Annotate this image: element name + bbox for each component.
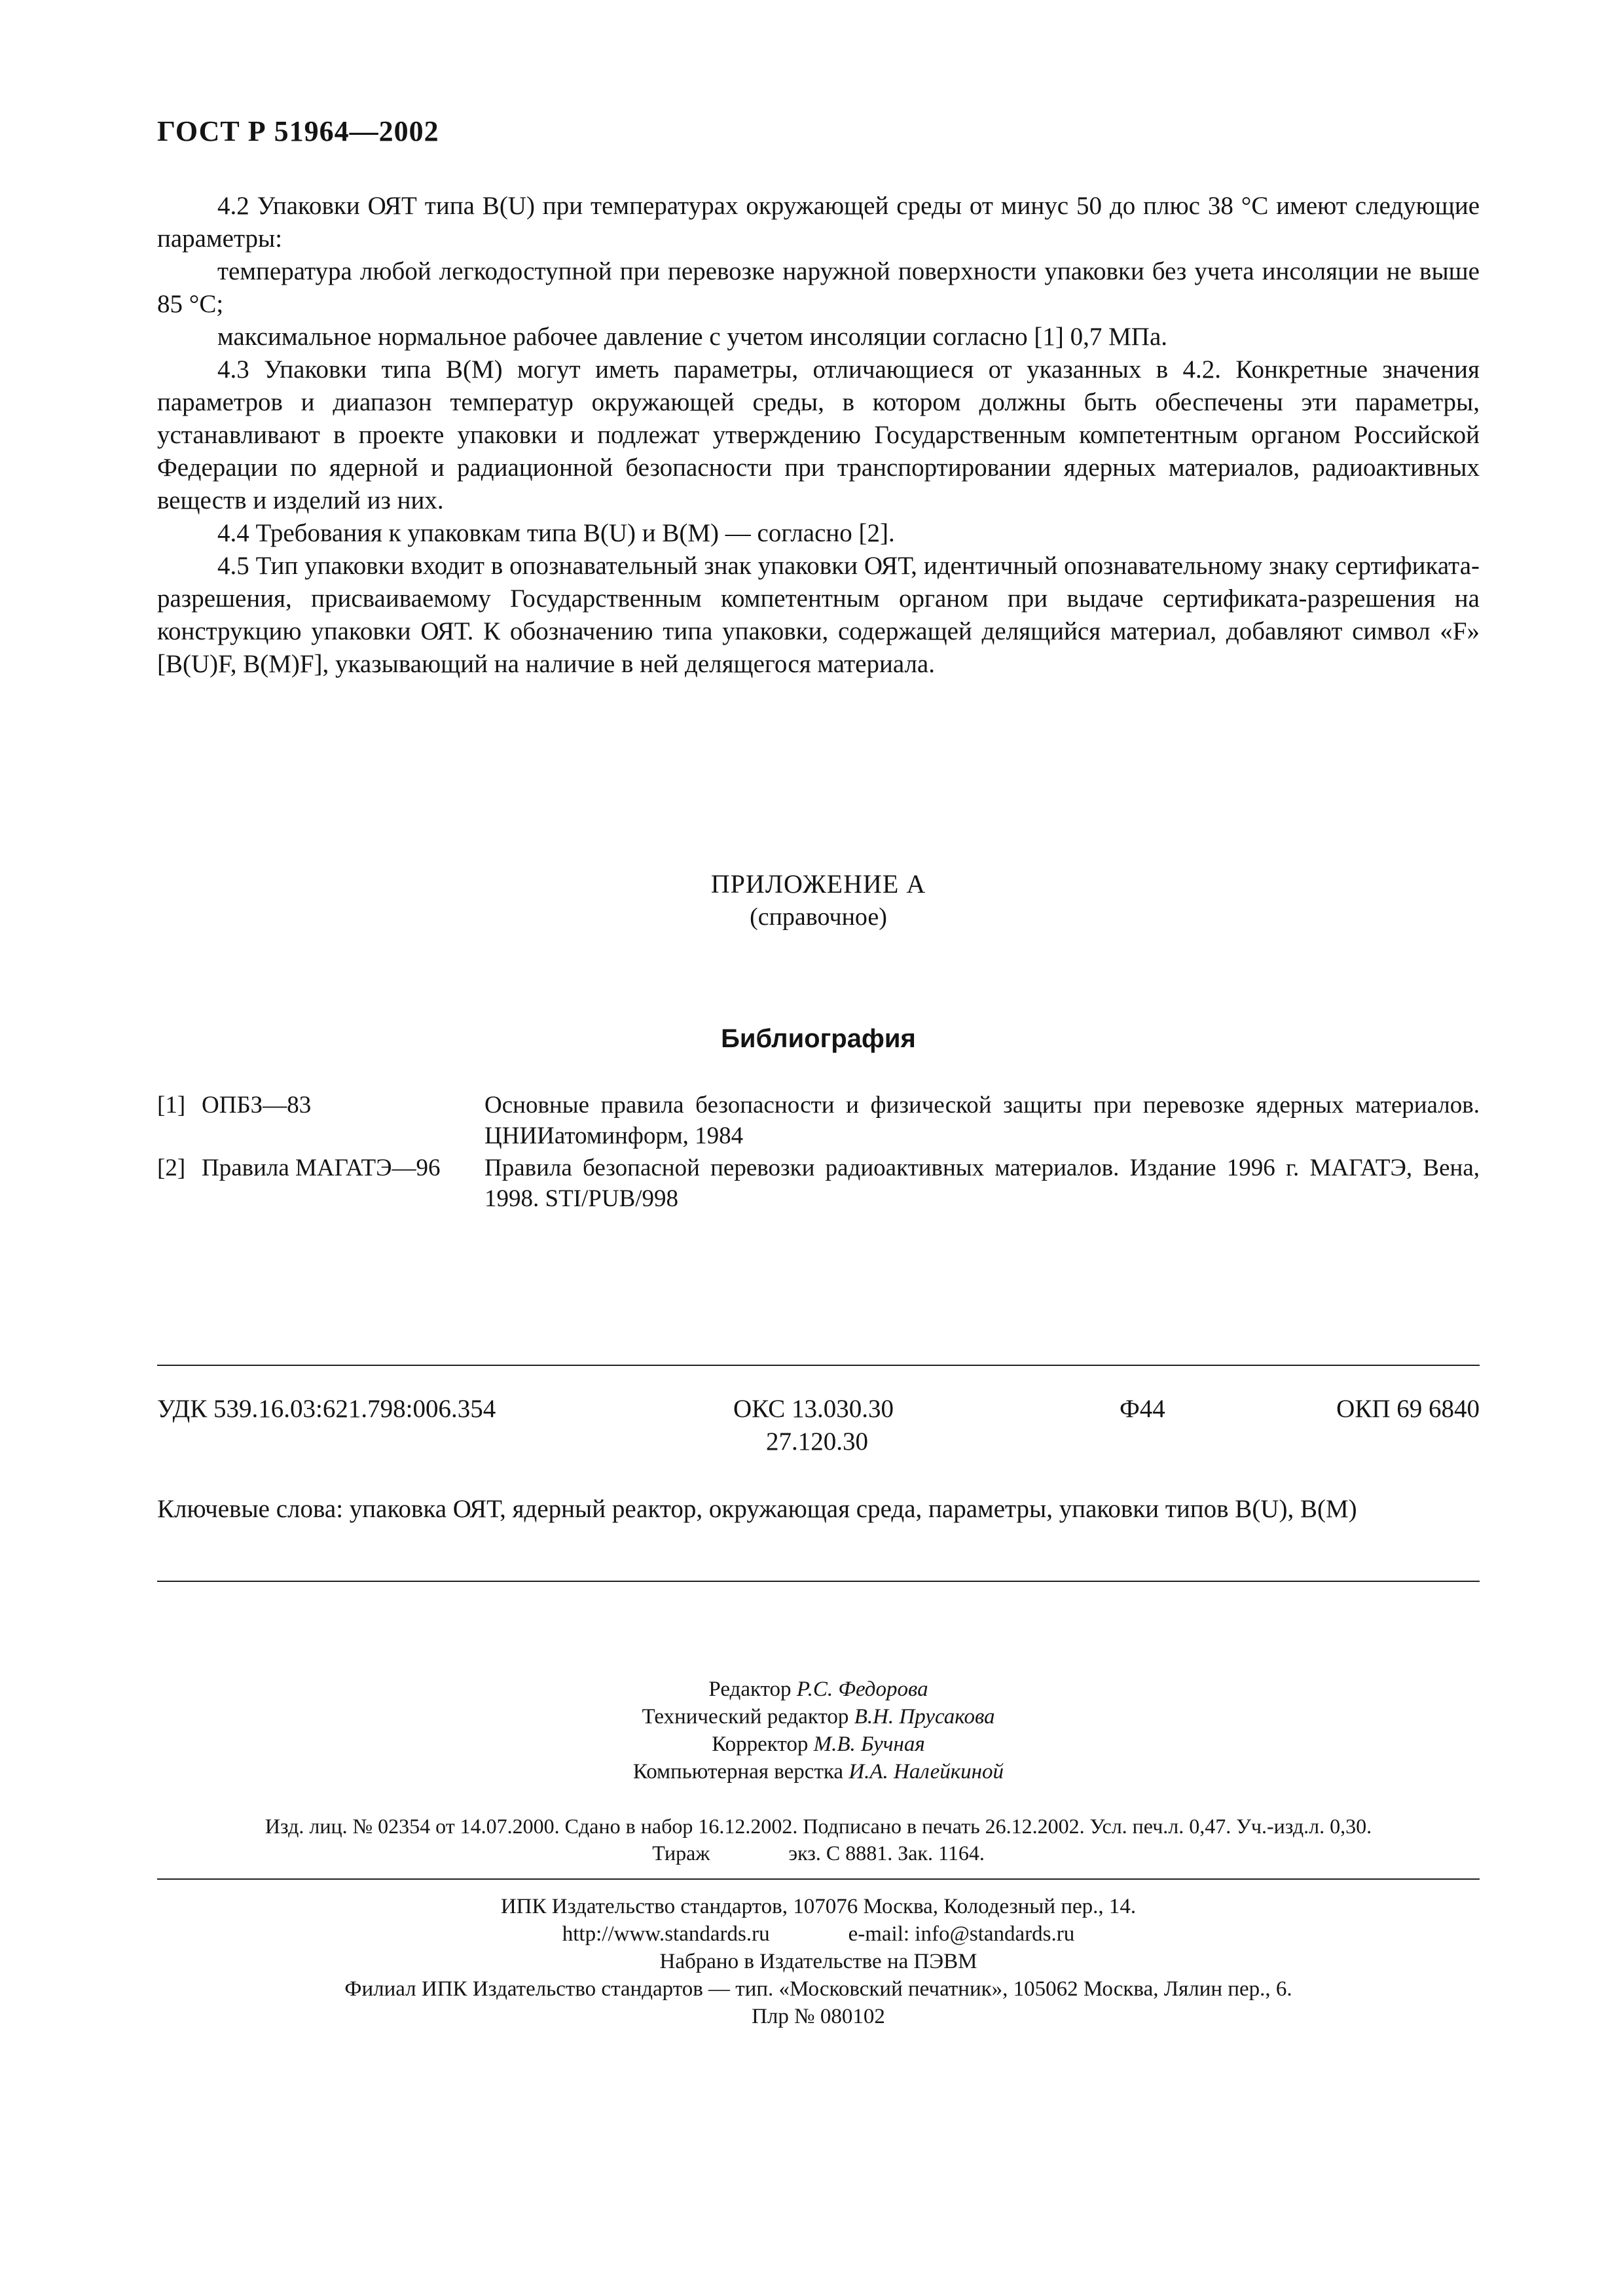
entry-text: Основные правила безопасности и физической защиты при перевозке ядерных материалов. ЦНИИатоминформ, 1984	[484, 1092, 1480, 1149]
publisher-branch: Филиал ИПК Издательство стандартов — тип. «Московский печатник», 105062 Москва, Лялин пер., 6.	[344, 1977, 1292, 2001]
print-info-line: Изд. лиц. № 02354 от 14.07.2000. Сдано в набор 16.12.2002. Подписано в печать 26.12.2002. Усл. печ.л. 0,47. Уч.-изд.л. 0,30.	[264, 1814, 1372, 1838]
appendix-title: ПРИЛОЖЕНИЕ А	[710, 869, 926, 899]
divider-keywords	[157, 1581, 1480, 1582]
publisher-address: ИПК Издательство стандартов, 107076 Москва, Колодезный пер., 14.	[500, 1895, 1137, 1918]
paragraph-temperature: температура любой легкодоступной при перевозке наружной поверхности упаковки без учета инсоляции не выше 85 °С;	[157, 257, 1480, 318]
bibliography-entry	[157, 1153, 1480, 1214]
credits-block	[157, 1676, 1480, 1785]
divider-top	[157, 1365, 1480, 1366]
classification-block	[157, 1393, 1480, 1458]
entry-number: [2]	[157, 1155, 186, 1181]
paragraph-pressure: максимальное нормальное рабочее давление с учетом инсоляции согласно [1] 0,7 МПа.	[217, 323, 1168, 351]
appendix-subtitle: (справочное)	[750, 903, 887, 931]
publisher-contacts: http://www.standards.ru e-mail: info@standards.ru	[562, 1922, 1075, 1946]
okp-code: ОКП 69 6840	[1336, 1395, 1480, 1423]
main-text	[157, 190, 1480, 681]
oks-code-2: 27.120.30	[766, 1427, 868, 1456]
credit-tech-editor: Технический редактор В.Н. Прусакова	[642, 1705, 995, 1729]
divider-publisher	[157, 1878, 1480, 1880]
udk-code: УДК 539.16.03:621.798:006.354	[157, 1395, 496, 1423]
paragraph-4-4: 4.4 Требования к упаковкам типа B(U) и B(M) — согласно [2].	[217, 519, 895, 547]
credit-layout: Компьютерная верстка И.А. Налейкиной	[632, 1760, 1004, 1784]
publisher-license: Плр № 080102	[752, 2005, 885, 2028]
credit-corrector: Корректор М.В. Бучная	[712, 1732, 925, 1756]
credit-editor: Редактор Р.С. Федорова	[708, 1677, 928, 1701]
entry-code: Правила МАГАТЭ—96	[202, 1155, 441, 1181]
print-info	[157, 1813, 1480, 1867]
publisher-typeset: Набрано в Издательстве на ПЭВМ	[659, 1950, 977, 1973]
page-header: ГОСТ Р 51964—2002	[157, 115, 439, 147]
bibliography-list	[157, 1090, 1480, 1215]
entry-number: [1]	[157, 1092, 186, 1119]
paragraph-4-5: 4.5 Тип упаковки входит в опознавательный знак упаковки ОЯТ, идентичный опознавательному знаку сертификата-разрешения, присваиваемому Государственным компетентным органом при выдаче сертификата-разрешения на конструкцию упаковки ОЯТ. К обозначению типа упаковки, содержащей делящийся материал, добавляют символ «F» [B(U)F, B(M)F], указывающий на наличие в ней делящегося материала.	[157, 552, 1480, 678]
keywords: Ключевые слова: упаковка ОЯТ, ядерный реактор, окружающая среда, параметры, упаковки типов B(U), B(M)	[157, 1495, 1357, 1523]
entry-code: ОПБЗ—83	[202, 1092, 312, 1119]
bibliography-title: Библиография	[721, 1024, 916, 1053]
bibliography-entry	[157, 1090, 1480, 1151]
paragraph-4-3: 4.3 Упаковки типа B(M) могут иметь параметры, отличающиеся от указанных в 4.2. Конкретные значения параметров и диапазон температур окружающей среды, в котором должны быть обеспечены эти параметры, устанавливают в проекте упаковки и подлежат утверждению Государственным компетентным органом Российской Федерации по ядерной и радиационной безопасности при транспортировании ядерных материалов, радиоактивных веществ и изделий из них.	[157, 355, 1480, 514]
f-code: Ф44	[1120, 1395, 1165, 1423]
paragraph-4-2: 4.2 Упаковки ОЯТ типа B(U) при температурах окружающей среды от минус 50 до плюс 38 °С имеют следующие параметры:	[157, 192, 1480, 253]
print-info-tirazh: Тираж экз. С 8881. Зак. 1164.	[652, 1841, 985, 1865]
entry-text: Правила безопасной перевозки радиоактивных материалов. Издание 1996 г. МАГАТЭ, Вена, 1998. STI/PUB/998	[484, 1155, 1480, 1212]
publisher-block	[157, 1893, 1480, 2030]
oks-code-1: ОКС 13.030.30	[733, 1395, 894, 1423]
